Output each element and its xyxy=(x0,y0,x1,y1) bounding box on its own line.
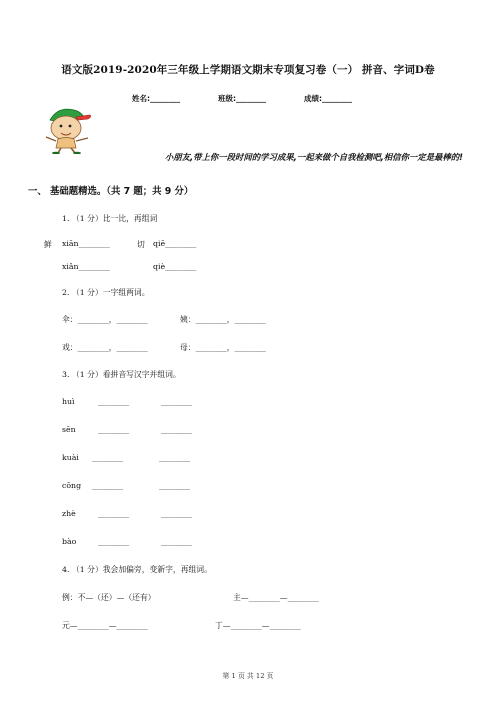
q4-example: 例：不—（还）—（还有） xyxy=(62,593,156,602)
q3-blank: ________ xyxy=(161,509,193,518)
q2-row1-a: 伞：________，________ xyxy=(62,315,148,324)
section-title: 一、 基础题精选。（共 7 题；共 9 分） xyxy=(28,186,194,197)
q3-blank: ________ xyxy=(98,425,130,434)
score-field: 成绩:________ xyxy=(304,94,352,103)
mascot-illustration xyxy=(36,104,98,154)
q3-pinyin: sēn xyxy=(62,425,76,434)
q3-pinyin: huì xyxy=(62,397,75,406)
q3-pinyin: zhè xyxy=(62,509,76,518)
q4-row2-b: 丁—________—________ xyxy=(215,621,301,630)
q1-row1-blank-b: qiē________ xyxy=(153,239,197,248)
q2-row2-b: 母：________，________ xyxy=(180,343,266,352)
q3-pinyin: bào xyxy=(62,537,77,546)
intro-text: 小朋友,带上你一段时间的学习成果,一起来做个自我检测吧,相信你一定是最棒的! xyxy=(164,152,463,162)
q3-pinyin: kuài xyxy=(62,453,79,462)
question-4-stem: 4. （1 分）我会加偏旁，变新字，再组词。 xyxy=(62,565,212,574)
q3-blank: ________ xyxy=(92,481,124,490)
q3-blank: ________ xyxy=(92,453,124,462)
question-3-stem: 3. （1 分）看拼音写汉字并组词。 xyxy=(62,370,181,379)
q3-blank: ________ xyxy=(159,481,191,490)
q2-row2-a: 戏：________，________ xyxy=(62,343,148,352)
page-title: 语文版2019-2020年三年级上学期语文期末专项复习卷（一） 拼音、字词D卷 xyxy=(61,64,435,76)
q3-blank: ________ xyxy=(161,537,193,546)
q1-row2-blank-b: qiè________ xyxy=(153,262,197,271)
page-footer: 第 1 页 共 12 页 xyxy=(222,672,274,680)
q3-blank: ________ xyxy=(98,509,130,518)
question-2-stem: 2. （1 分）一字组两词。 xyxy=(62,288,150,297)
q3-blank: ________ xyxy=(161,397,193,406)
question-1-stem: 1. （1 分）比一比，再组词 xyxy=(62,214,158,223)
q4-row2-a: 元—________—________ xyxy=(62,621,148,630)
q1-row2-blank-a: xiǎn________ xyxy=(62,262,110,271)
q3-blank: ________ xyxy=(161,425,193,434)
q2-row1-b: 姨：________，________ xyxy=(180,315,266,324)
q1-char-xian: 鲜 xyxy=(44,240,52,249)
class-field: 班级:________ xyxy=(218,94,266,103)
name-field: 姓名:________ xyxy=(132,94,180,103)
q3-pinyin: cōng xyxy=(62,481,82,490)
q1-char-qie: 切 xyxy=(137,240,145,249)
q3-blank: ________ xyxy=(159,453,191,462)
q1-row1-blank-a: xiān________ xyxy=(62,239,110,248)
q3-blank: ________ xyxy=(98,537,130,546)
q4-row1-b: 主—________—________ xyxy=(233,593,319,602)
q3-blank: ________ xyxy=(98,397,130,406)
